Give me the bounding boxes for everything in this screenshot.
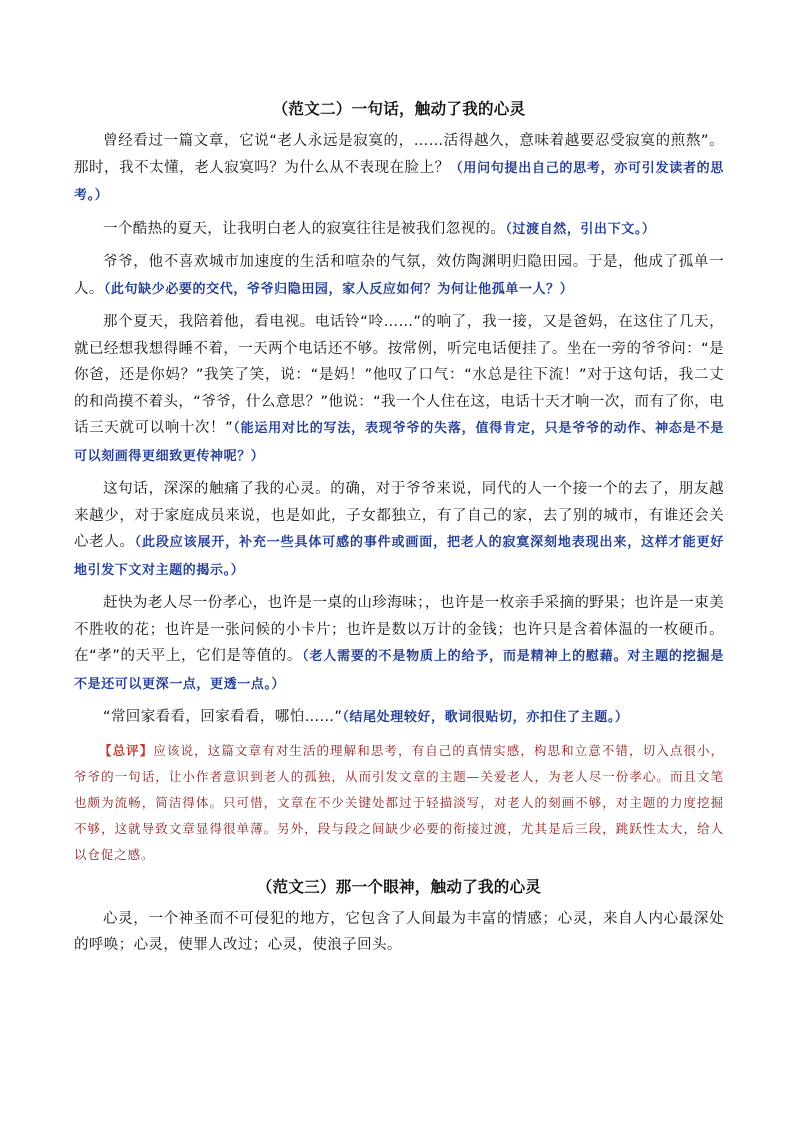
paragraph-text: 心灵，一个神圣而不可侵犯的地方，它包含了人间最为丰富的情感；心灵，来自人内心最深处的呼唤；心灵，使罪人改过；心灵，使浪子回头。 <box>74 910 724 953</box>
paragraph-text: 曾经看过一篇文章，它说“老人永远是寂寞的，……活得越久，意味着越要忍受寂寞的煎熬”。那时，我不太懂，老人寂寞吗？为什么从不表现在脸上？ <box>74 133 724 176</box>
paragraph <box>74 309 724 470</box>
teacher-comment: （老人需要的不是物质上的给予，而是精神上的慰藉。对主题的挖掘是不是还可以更深一点，更透一点。） <box>74 649 724 692</box>
essay-title-2: （范文二）一句话，触动了我的心灵 <box>272 100 526 118</box>
paragraph <box>74 216 724 244</box>
paragraph <box>74 704 724 732</box>
paragraph <box>74 590 724 698</box>
teacher-comment: （此句缺少必要的交代，爷爷归隐田园，家人反应如何？为何让他孤单一人？） <box>103 281 574 297</box>
essay-title-3: （范文三）那一个眼神，触动了我的心灵 <box>256 877 542 896</box>
teacher-comment: （此段应该展开，补充一些具体可感的事件或画面，把老人的寂寞深刻地表现出来，这样才能更好地引发下文对主题的揭示。） <box>74 535 724 578</box>
overall-review <box>74 738 724 868</box>
review-text: 应该说，这篇文章有对生活的理解和思考，有自己的真情实感，构思和立意不错，切入点很小，爷爷的一句话，让小作者意识到老人的孤独，从而引发文章的主题—关爱老人，为老人尽一份孝心。而且文笔也颇为流畅，简洁得体。只可惜，文章在不少关键处都过于轻描淡写，对老人的刻画不够，对主题的力度挖掘不够，这就导致文章显得很单薄。另外，段与段之间缺少必要的衔接过渡，尤其是后三段，跳跃性太大，给人以仓促之感。 <box>74 742 724 862</box>
paragraph-text: 一个酷热的夏天，让我明白老人的寂寞往往是被我们忽视的。 <box>103 220 506 237</box>
review-label: 【总评】 <box>99 742 154 758</box>
paragraph-text: 赶快为老人尽一份孝心，也许是一桌的山珍海味；，也许是一枚亲手采摘的野果；也许是一束美不胜收的花；也许是一张问候的小卡片；也许是数以万计的金钱；也许只是含着体温的一枚硬币。在“孝”的天平上，它们是等值的。 <box>74 595 724 664</box>
teacher-comment: （过渡自然，引出下文。） <box>505 221 656 237</box>
paragraph-text: 这句话，深深的触痛了我的心灵。的确，对于爷爷来说，同代的人一个接一个的去了，朋友越来越少，对于家庭成员来说，也是如此，子女都独立，有了自己的家，去了别的城市，有谁还会关心老人。 <box>74 481 724 550</box>
paragraph-text: 爷爷，他不喜欢城市加速度的生活和喧杂的气氛，效仿陶渊明归隐田园。于是，他成了孤单一人。 <box>74 254 724 297</box>
teacher-comment: （能运用对比的写法，表现爷爷的失落，值得肯定，只是爷爷的动作、神态是不是可以刻画得更细致更传神呢？） <box>74 421 724 464</box>
teacher-comment: （用问句提出自己的思考，亦可引发读者的思考。） <box>74 160 724 203</box>
paragraph <box>74 128 724 210</box>
paragraph <box>74 476 724 584</box>
paragraph-text: 那个夏天，我陪着他，看电视。电话铃“呤……”的响了，我一接，又是爸妈，在这住了几天，就已经想我想得睡不着，一天两个电话还不够。按常例，听完电话便挂了。坐在一旁的爷爷问：“是你爸，还是你妈？”我笑了笑，说：“是妈！”他叹了口气：“水总是往下流！”对于这句话，我二丈的和尚摸不着头，“爷爷，什么意思？”他说：“我一个人住在这，电话十天才响一次，而有了你，电话三天就可以响十次！” <box>74 314 724 436</box>
paragraph <box>74 249 724 303</box>
document-page <box>74 96 724 965</box>
teacher-comment: （结尾处理较好，歌词很贴切，亦扣住了主题。） <box>342 710 629 725</box>
paragraph <box>74 906 724 959</box>
paragraph-text: “常回家看看，回家看看，哪怕……” <box>103 709 343 725</box>
